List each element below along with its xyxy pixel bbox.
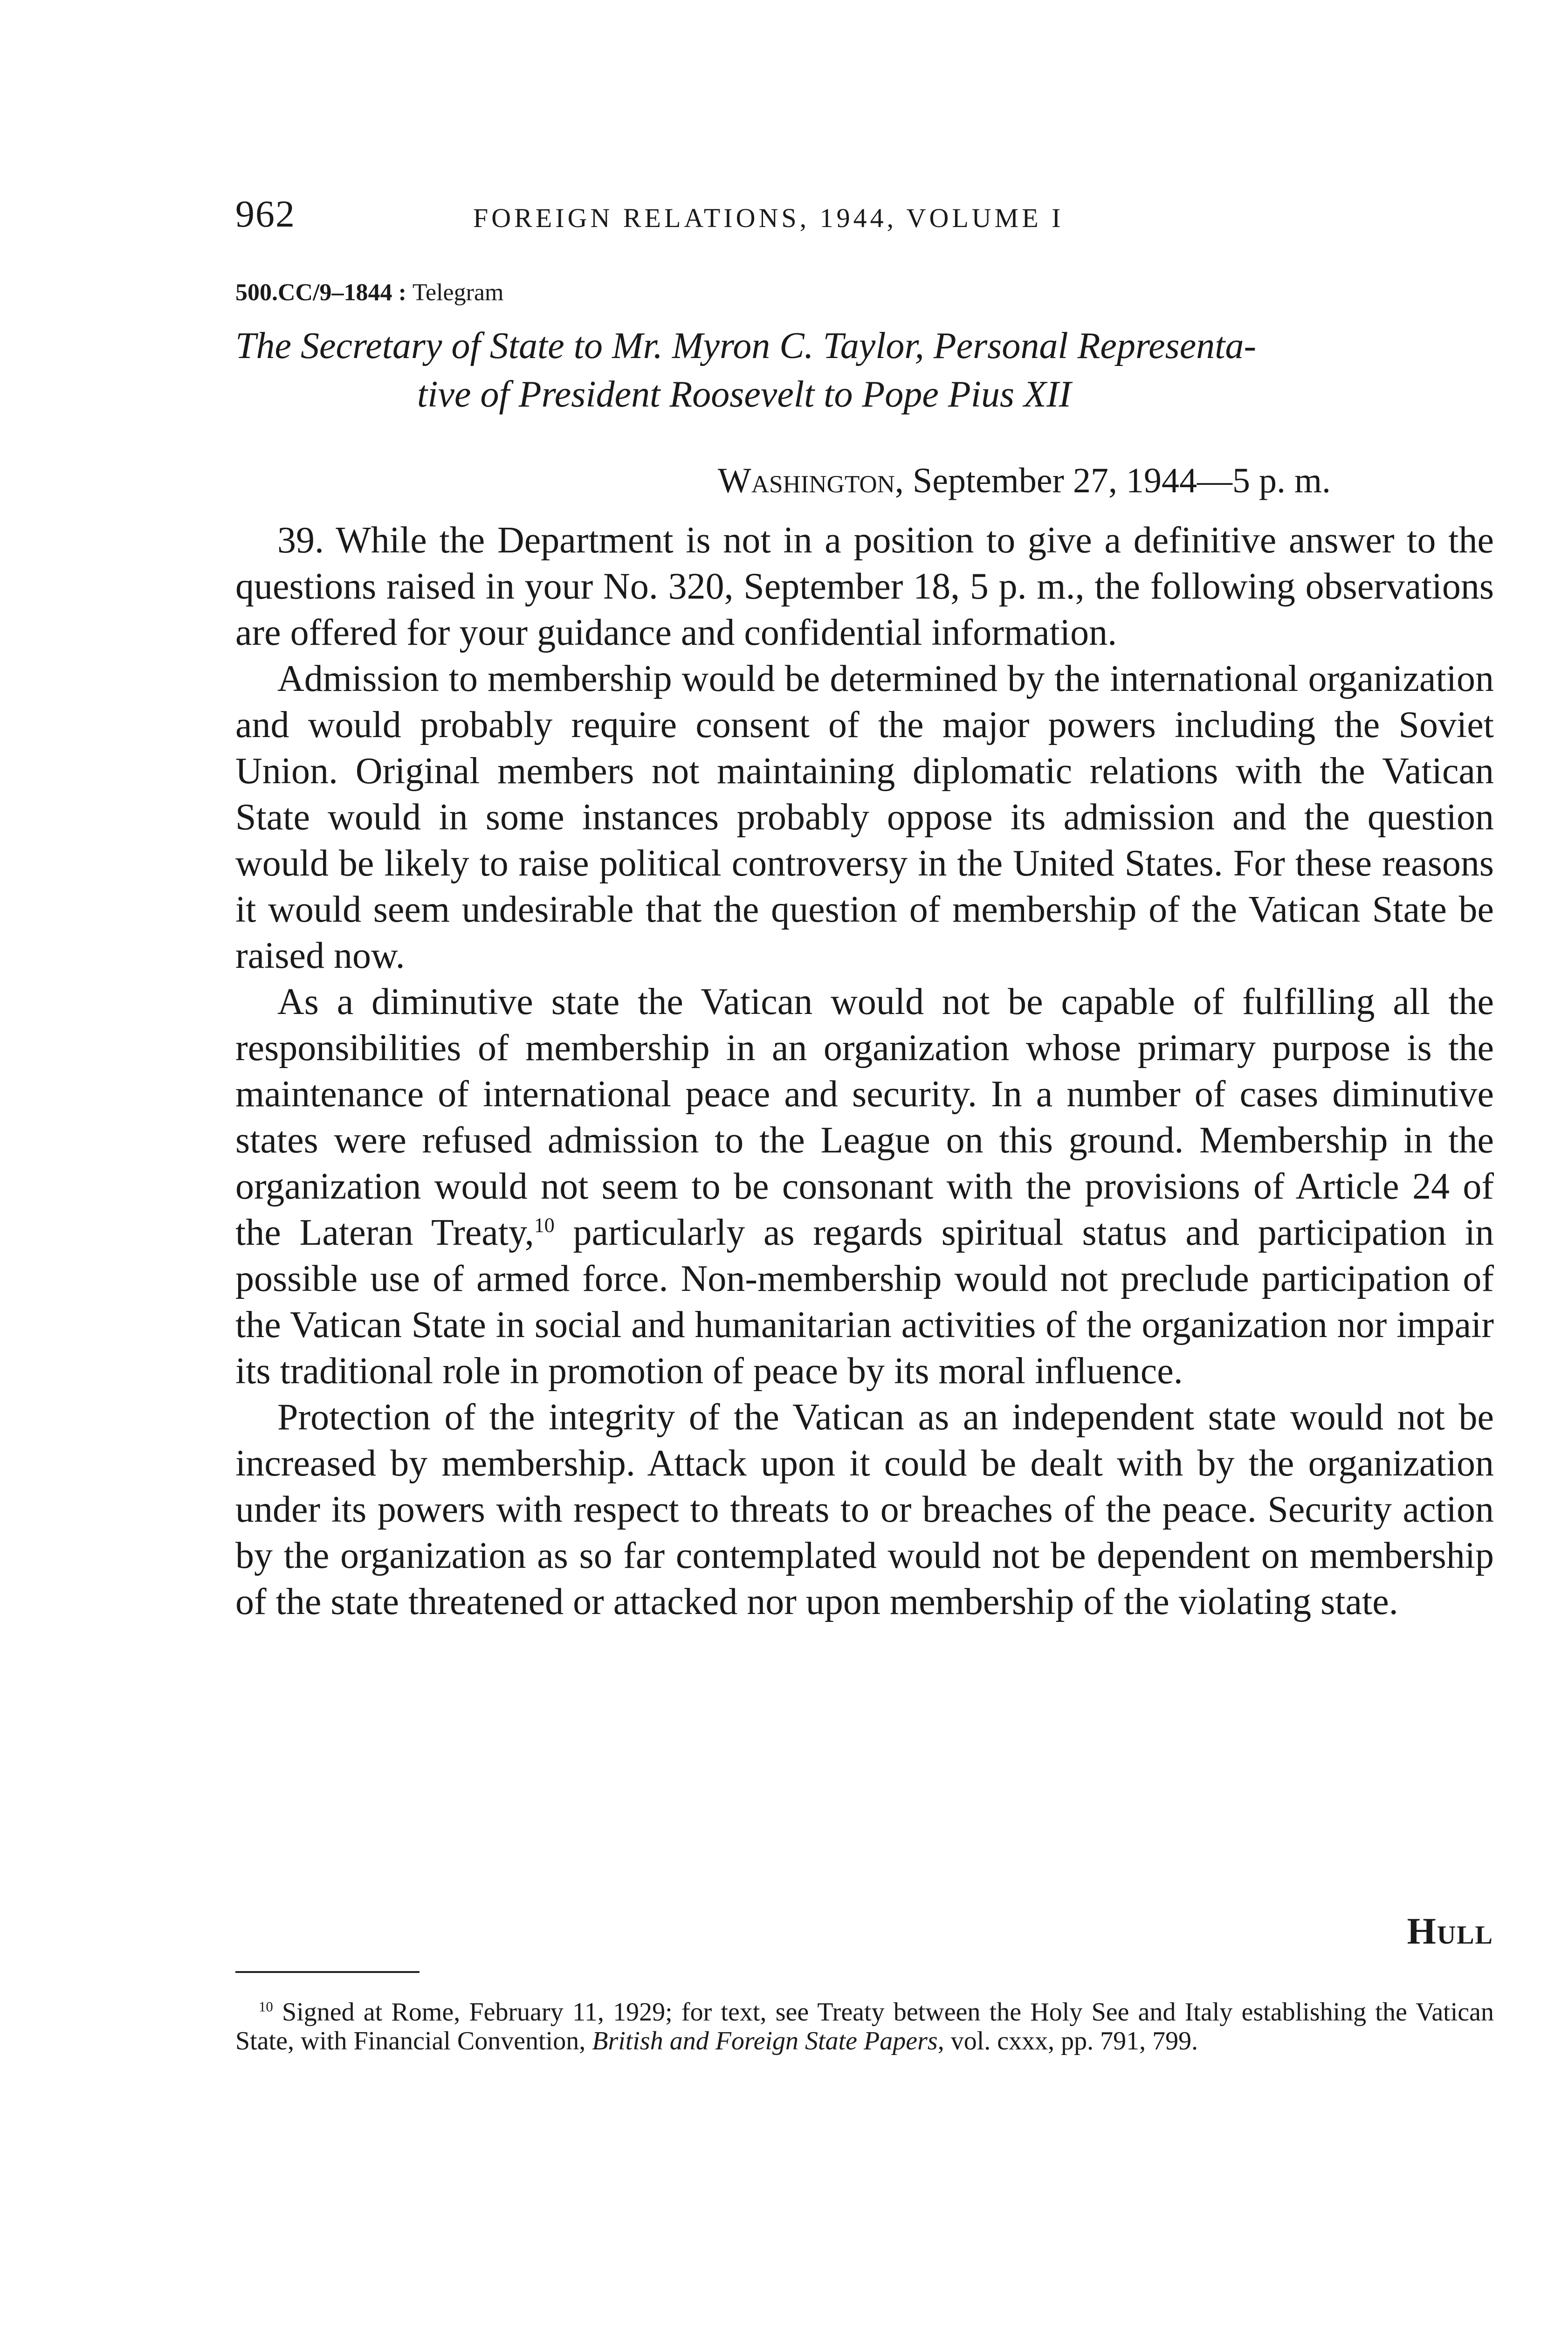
paragraph-2: Admission to membership would be determined by the international organization and would probably require consent of the major powers including the Soviet Union. Original members not maintaining diplomatic relations with the Vatican State would in some instances probably oppose its admission and the question would be likely to raise political controversy in the United States. For these reasons it would seem undesirable that the question of membership of the Vatican State be raised now. (235, 658, 1494, 976)
footnote-divider (235, 1971, 420, 1973)
paragraph-4: Protection of the integrity of the Vatican as an independent state would not be increased by membership. Attack upon it could be dealt with by the organization under its powers with respect to threats to or breaches of the peace. Security action by the organization as so far contemplated would not be dependent on membership of the state threatened or attacked nor upon membership of the violating state. (235, 1397, 1494, 1622)
footnote-reference: 10 (534, 1214, 555, 1237)
running-head: FOREIGN RELATIONS, 1944, VOLUME I (473, 203, 1064, 233)
dateline-date: September 27, 1944—5 p. m. (912, 461, 1331, 500)
paragraph-3-part-2: particularly as regards spiritual status and participation in possible use of armed force. Non-membership would not preclude participation of the Vatican State in social and humanitarian activities of the organization nor impair its traditional role in promotion of peace by its moral influence. (235, 1212, 1494, 1392)
file-ref-number: 500.CC/9–1844 (235, 279, 392, 306)
footnote-source-rest: , vol. cxxx, pp. 791, 799. (937, 2027, 1198, 2055)
paragraph-1: 39. While the Department is not in a position to give a definitive answer to the questions raised in your No. 320, September 18, 5 p. m., the following observations are offered for your guidance and confidential information. (235, 520, 1494, 653)
footnote-body: Signed at Rome, February 11, 1929; for text, see Treaty between the Holy See and Italy establishing the Vatican State, with Financial Convention, (235, 1998, 1494, 2055)
footnote-text (235, 1998, 1494, 2055)
document-title (235, 322, 1494, 419)
telegram-body (235, 517, 1494, 1625)
file-ref-type: Telegram (412, 279, 504, 306)
dateline-place: Washington, (718, 461, 904, 500)
dateline (718, 461, 1331, 501)
footnote-source-title: British and Foreign State Papers (592, 2027, 938, 2055)
paragraph-3 (235, 979, 1494, 1394)
file-reference: 500.CC/9–1844 : Telegram (235, 279, 504, 306)
title-line-1: The Secretary of State to Mr. Myron C. Taylor, Personal Representa- (235, 325, 1257, 366)
page-number: 962 (235, 193, 296, 235)
footnote (235, 1998, 1494, 2055)
signature: Hull (1407, 1911, 1493, 1952)
footnote-number: 10 (259, 1999, 273, 2015)
page-header (235, 192, 1224, 248)
paragraph-3-part-1: As a diminutive state the Vatican would not be capable of fulfilling all the responsibilities of membership in an organization whose primary purpose is the maintenance of international peace and security. In a number of cases diminutive states were refused admission to the League on this ground. Membership in the organization would not seem to be consonant with the provisions of Article 24 of the Lateran Treaty, (235, 981, 1494, 1253)
title-line-2: tive of President Roosevelt to Pope Pius XII (417, 374, 1072, 415)
